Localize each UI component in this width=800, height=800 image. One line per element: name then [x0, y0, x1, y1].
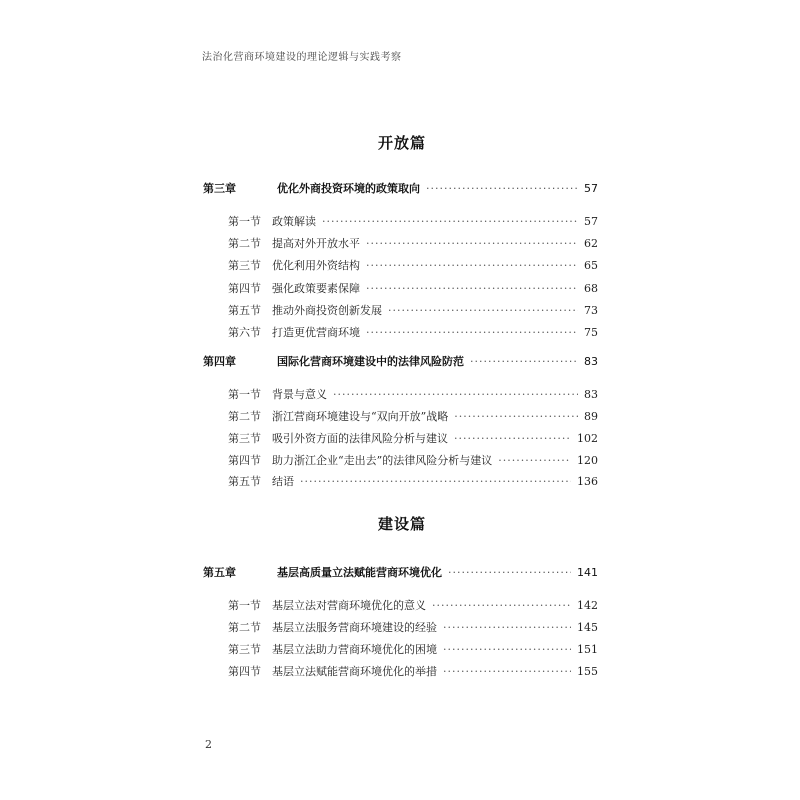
section-page: 89 — [584, 410, 598, 423]
section-number: 第一节 — [228, 215, 261, 228]
chapter-number: 第五章 — [203, 566, 236, 579]
section-title: 助力浙江企业“走出去”的法律风险分析与建议 — [272, 454, 493, 467]
section-number: 第四节 — [228, 454, 261, 467]
toc-section-row[interactable] — [228, 407, 598, 427]
section-page: 62 — [584, 237, 598, 250]
section-number: 第四节 — [228, 282, 261, 295]
dot-leader — [426, 179, 578, 199]
section-page: 57 — [584, 215, 598, 228]
dot-leader — [322, 212, 578, 232]
section-number: 第一节 — [228, 599, 261, 612]
dot-leader — [432, 596, 571, 616]
toc-chapter-row[interactable] — [203, 179, 598, 199]
section-page: 75 — [584, 326, 598, 339]
chapter-title: 优化外商投资环境的政策取向 — [277, 182, 420, 195]
toc-section-row[interactable] — [228, 596, 598, 616]
dot-leader — [498, 451, 571, 471]
chapter-number: 第四章 — [203, 355, 236, 368]
toc-section-row[interactable] — [228, 640, 598, 660]
toc-chapter-row[interactable] — [203, 563, 598, 583]
section-number: 第五节 — [228, 304, 261, 317]
section-number: 第三节 — [228, 432, 261, 445]
dot-leader — [300, 472, 571, 492]
dot-leader — [454, 429, 571, 449]
section-title: 打造更优营商环境 — [272, 326, 360, 339]
section-number: 第三节 — [228, 643, 261, 656]
toc-section-row[interactable] — [228, 212, 598, 232]
section-page: 68 — [584, 282, 598, 295]
section-title: 基层立法赋能营商环境优化的举措 — [272, 665, 437, 678]
dot-leader — [454, 407, 578, 427]
section-title: 提高对外开放水平 — [272, 237, 360, 250]
section-page: 120 — [577, 454, 598, 467]
section-number: 第二节 — [228, 410, 261, 423]
section-title: 基层立法对营商环境优化的意义 — [272, 599, 426, 612]
toc-section-row[interactable] — [228, 472, 598, 492]
dot-leader — [388, 301, 578, 321]
section-title: 基层立法服务营商环境建设的经验 — [272, 621, 437, 634]
section-page: 151 — [577, 643, 598, 656]
dot-leader — [443, 662, 571, 682]
section-page: 73 — [584, 304, 598, 317]
section-page: 83 — [584, 388, 598, 401]
chapter-title: 国际化营商环境建设中的法律风险防范 — [277, 355, 464, 368]
section-page: 102 — [577, 432, 598, 445]
part-title-opening: 开放篇 — [378, 134, 427, 152]
dot-leader — [443, 640, 571, 660]
section-page: 136 — [577, 475, 598, 488]
toc-section-row[interactable] — [228, 662, 598, 682]
section-title: 强化政策要素保障 — [272, 282, 360, 295]
dot-leader — [333, 385, 578, 405]
toc-section-row[interactable] — [228, 256, 598, 276]
chapter-page: 141 — [577, 566, 598, 579]
dot-leader — [448, 563, 571, 583]
running-header: 法治化营商环境建设的理论逻辑与实践考察 — [202, 52, 402, 63]
dot-leader — [366, 234, 578, 254]
chapter-number: 第三章 — [203, 182, 236, 195]
toc-section-row[interactable] — [228, 385, 598, 405]
section-title: 基层立法助力营商环境优化的困境 — [272, 643, 437, 656]
toc-section-row[interactable] — [228, 429, 598, 449]
section-number: 第二节 — [228, 237, 261, 250]
section-title: 优化利用外资结构 — [272, 259, 360, 272]
toc-section-row[interactable] — [228, 301, 598, 321]
toc-section-row[interactable] — [228, 618, 598, 638]
section-number: 第六节 — [228, 326, 261, 339]
toc-section-row[interactable] — [228, 451, 598, 471]
section-title: 政策解读 — [272, 215, 316, 228]
section-title: 背景与意义 — [272, 388, 327, 401]
section-number: 第二节 — [228, 621, 261, 634]
toc-chapter-row[interactable] — [203, 352, 598, 372]
section-title: 推动外商投资创新发展 — [272, 304, 382, 317]
section-page: 155 — [577, 665, 598, 678]
section-page: 65 — [584, 259, 598, 272]
toc-section-row[interactable] — [228, 323, 598, 343]
dot-leader — [366, 256, 578, 276]
toc-section-row[interactable] — [228, 234, 598, 254]
section-number: 第五节 — [228, 475, 261, 488]
section-number: 第三节 — [228, 259, 261, 272]
section-number: 第一节 — [228, 388, 261, 401]
section-number: 第四节 — [228, 665, 261, 678]
section-page: 145 — [577, 621, 598, 634]
dot-leader — [443, 618, 571, 638]
section-title: 浙江营商环境建设与“双向开放”战略 — [272, 410, 449, 423]
part-title-construction: 建设篇 — [378, 515, 427, 533]
section-title: 结语 — [272, 475, 294, 488]
toc-section-row[interactable] — [228, 279, 598, 299]
dot-leader — [366, 279, 578, 299]
chapter-title: 基层高质量立法赋能营商环境优化 — [277, 566, 442, 579]
section-title: 吸引外资方面的法律风险分析与建议 — [272, 432, 448, 445]
chapter-page: 83 — [584, 355, 598, 368]
dot-leader — [366, 323, 578, 343]
chapter-page: 57 — [584, 182, 598, 195]
page-number: 2 — [205, 738, 212, 751]
dot-leader — [470, 352, 578, 372]
section-page: 142 — [577, 599, 598, 612]
